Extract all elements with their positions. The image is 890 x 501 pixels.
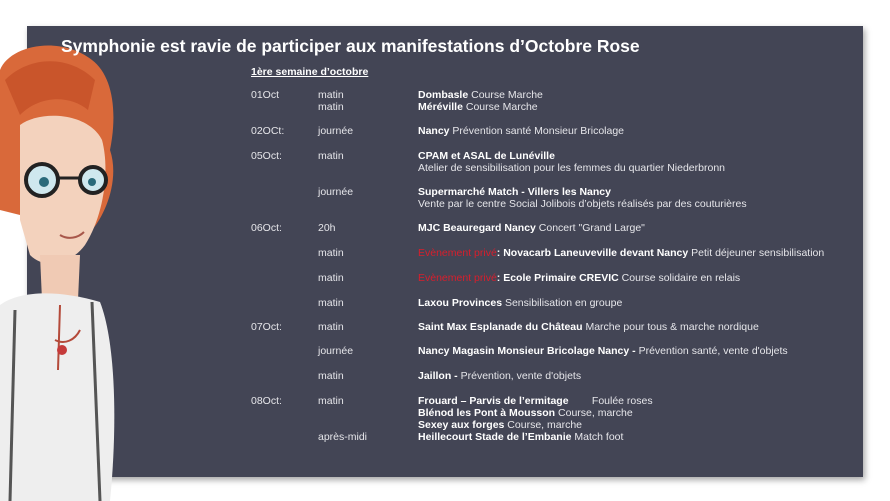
event-place: Dombasle — [418, 89, 469, 101]
event-time: matin — [318, 297, 344, 309]
event-description — [418, 125, 624, 137]
event-place: Nancy Magasin Monsieur Bricolage Nancy - — [418, 345, 636, 357]
event-date: 08Oct: — [251, 395, 282, 407]
event-description — [418, 419, 582, 431]
event-place: MJC Beauregard Nancy — [418, 222, 536, 234]
event-place: Jaillon - — [418, 370, 458, 382]
event-place: Saint Max Esplanade du Château — [418, 321, 583, 333]
event-place: CPAM et ASAL de Lunéville — [418, 150, 555, 162]
event-place: : Novacarb Laneuveville devant Nancy — [496, 247, 689, 259]
event-detail: Prévention, vente d'objets — [457, 370, 582, 382]
private-event-label: Evènement privé — [418, 272, 497, 284]
event-detail-line: Vente par le centre Social Jolibois d’objets réalisés par des couturières — [418, 198, 747, 210]
event-time: journée — [318, 345, 354, 357]
event-detail: Marche pour tous & marche nordique — [582, 321, 759, 333]
girl-illustration — [0, 40, 120, 501]
page-title: Symphonie est ravie de participer aux manifestations d’Octobre Rose — [61, 36, 640, 56]
event-date: 02OCt: — [251, 125, 285, 137]
event-detail: Concert "Grand Large" — [535, 222, 645, 234]
event-place: Heillecourt Stade de l’Embanie — [418, 431, 572, 443]
event-description — [418, 89, 543, 101]
event-description — [418, 297, 622, 309]
event-time: après-midi — [318, 431, 368, 443]
event-time: matin — [318, 395, 344, 407]
event-description — [418, 222, 645, 234]
event-time: journée — [318, 186, 354, 198]
event-detail: Course solidaire en relais — [618, 272, 741, 284]
event-description — [418, 247, 824, 259]
event-time: matin — [318, 321, 344, 333]
event-detail: Prévention santé Monsieur Bricolage — [449, 125, 625, 137]
event-time: 20h — [318, 222, 336, 234]
event-place: : Ecole Primaire CREVIC — [496, 272, 619, 284]
event-detail: Prévention santé, vente d'objets — [635, 345, 788, 357]
event-detail: Foulée roses — [568, 395, 653, 407]
event-time: matin — [318, 272, 344, 284]
event-detail: Course Marche — [468, 89, 543, 101]
event-place: Méréville — [418, 101, 463, 113]
event-time: matin — [318, 247, 344, 259]
event-description — [418, 101, 538, 113]
event-detail: Petit déjeuner sensibilisation — [688, 247, 825, 259]
event-place: Sexey aux forges — [418, 419, 505, 431]
event-detail-line: Atelier de sensibilisation pour les femmes du quartier Niederbronn — [418, 162, 725, 174]
event-description — [418, 345, 788, 357]
event-description — [418, 431, 623, 443]
event-detail: Course, marche — [555, 407, 633, 419]
event-time: matin — [318, 150, 344, 162]
event-time: matin — [318, 101, 344, 113]
event-time: matin — [318, 89, 344, 101]
event-detail: Course Marche — [462, 101, 538, 113]
event-description — [418, 395, 653, 407]
private-event-label: Evènement privé — [418, 247, 497, 259]
event-description — [418, 272, 740, 284]
event-place: Frouard – Parvis de l’ermitage — [418, 395, 569, 407]
event-description — [418, 407, 633, 419]
event-time: matin — [318, 370, 344, 382]
event-place: Laxou Provinces — [418, 297, 503, 309]
event-date: 07Oct: — [251, 321, 282, 333]
event-date: 06Oct: — [251, 222, 282, 234]
event-description — [418, 321, 759, 333]
event-detail: Course, marche — [504, 419, 583, 431]
event-description — [418, 186, 611, 198]
event-description — [418, 150, 555, 162]
event-date: 01Oct — [251, 89, 280, 101]
event-description — [418, 370, 581, 382]
event-detail: Sensibilisation en groupe — [502, 297, 623, 309]
neck — [40, 255, 80, 300]
event-date: 05Oct: — [251, 150, 282, 162]
event-detail: Match foot — [571, 431, 624, 443]
event-place: Supermarché Match - Villers les Nancy — [418, 186, 611, 198]
event-place: Nancy — [418, 125, 450, 137]
event-time: journée — [318, 125, 354, 137]
event-place: Blénod les Pont à Mousson — [418, 407, 556, 419]
week-heading: 1ère semaine d’octobre — [251, 66, 369, 78]
